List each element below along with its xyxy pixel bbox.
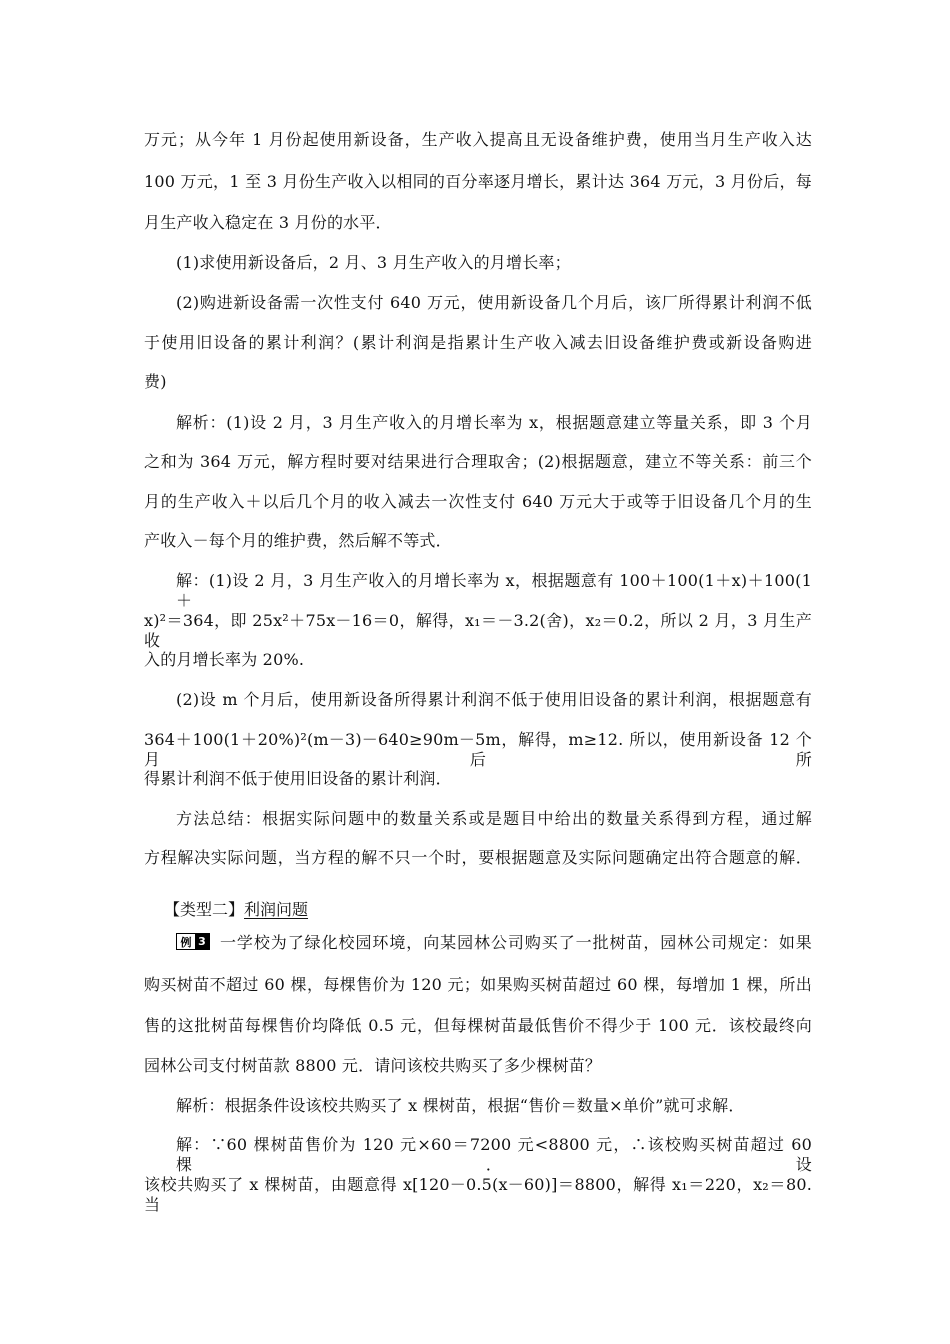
- text-line: 月生产收入稳定在 3 月份的水平．: [144, 213, 392, 232]
- section-heading: [164, 900, 308, 920]
- example-badge-number: 3: [195, 934, 209, 949]
- text-line: 产收入－每个月的维护费，然后解不等式．: [144, 531, 452, 550]
- text-line: 解：∵60 棵树苗售价为 120 元×60＝7200 元<8800 元，∴该校购买树苗超过 60 棵．设: [176, 1135, 812, 1174]
- text-line: x)²＝364，即 25x²＋75x－16＝0，解得，x₁＝－3.2(舍)，x₂＝0.2，所以 2 月，3 月生产收: [144, 611, 812, 650]
- text-line: 一学校为了绿化校园环境，向某园林公司购买了一批树苗，园林公司规定：如果: [220, 933, 812, 952]
- text-line: 方法总结：根据实际问题中的数量关系或是题目中给出的数量关系得到方程，通过解: [176, 809, 812, 828]
- text-line: 100 万元，1 至 3 月份生产收入以相同的百分率逐月增长，累计达 364 万元，3 月份后，每: [144, 172, 812, 191]
- text-line: 解析：(1)设 2 月，3 月生产收入的月增长率为 x，根据题意建立等量关系，即 3 个月: [176, 413, 812, 432]
- text-line: 方程解决实际问题，当方程的解不只一个时，要根据题意及实际问题确定出符合题意的解．: [144, 848, 812, 867]
- text-line: 售的这批树苗每棵售价均降低 0.5 元，但每棵树苗最低售价不得少于 100 元．该校最终向: [144, 1016, 812, 1035]
- text-line: 月的生产收入＋以后几个月的收入减去一次性支付 640 万元大于或等于旧设备几个月的生: [144, 492, 812, 511]
- text-line: 该校共购买了 x 棵树苗，由题意得 x[120－0.5(x－60)]＝8800，解得 x₁＝220，x₂＝80. 当: [144, 1175, 812, 1214]
- text-line: 费): [144, 372, 167, 391]
- text-line: 之和为 364 万元，解方程时要对结果进行合理取舍；(2)根据题意，建立不等关系：前三个: [144, 452, 812, 471]
- text-line: (2)设 m 个月后，使用新设备所得累计利润不低于使用旧设备的累计利润，根据题意有: [176, 690, 812, 709]
- text-line: 解析：根据条件设该校共购买了 x 棵树苗，根据“售价＝数量×单价”就可求解．: [176, 1096, 745, 1115]
- text-line: 解：(1)设 2 月，3 月生产收入的月增长率为 x，根据题意有 100＋100(1＋x)＋100(1＋: [176, 571, 812, 610]
- example-badge-label: 例: [177, 934, 195, 949]
- text-line: 购买树苗不超过 60 棵，每棵售价为 120 元；如果购买树苗超过 60 棵，每增加 1 棵，所出: [144, 975, 812, 994]
- example-badge: [176, 933, 210, 950]
- text-line: 入的月增长率为 20%.: [144, 650, 305, 669]
- text-line: (2)购进新设备需一次性支付 640 万元，使用新设备几个月后，该厂所得累计利润不低: [176, 293, 812, 312]
- text-line: 园林公司支付树苗款 8800 元．请问该校共购买了多少棵树苗？: [144, 1056, 602, 1075]
- text-line: 得累计利润不低于使用旧设备的累计利润．: [144, 769, 452, 788]
- section-prefix: 【类型二】: [164, 900, 245, 919]
- text-line: (1)求使用新设备后，2 月、3 月生产收入的月增长率；: [176, 253, 571, 272]
- text-line: 于使用旧设备的累计利润？(累计利润是指累计生产收入减去旧设备维护费或新设备购进: [144, 333, 812, 352]
- section-title: 利润问题: [244, 900, 309, 919]
- text-line: 万元；从今年 1 月份起使用新设备，生产收入提高且无设备维护费，使用当月生产收入达: [144, 130, 812, 149]
- text-line: 364＋100(1＋20%)²(m－3)－640≥90m－5m，解得，m≥12. 所以，使用新设备 12 个月后所: [144, 730, 812, 769]
